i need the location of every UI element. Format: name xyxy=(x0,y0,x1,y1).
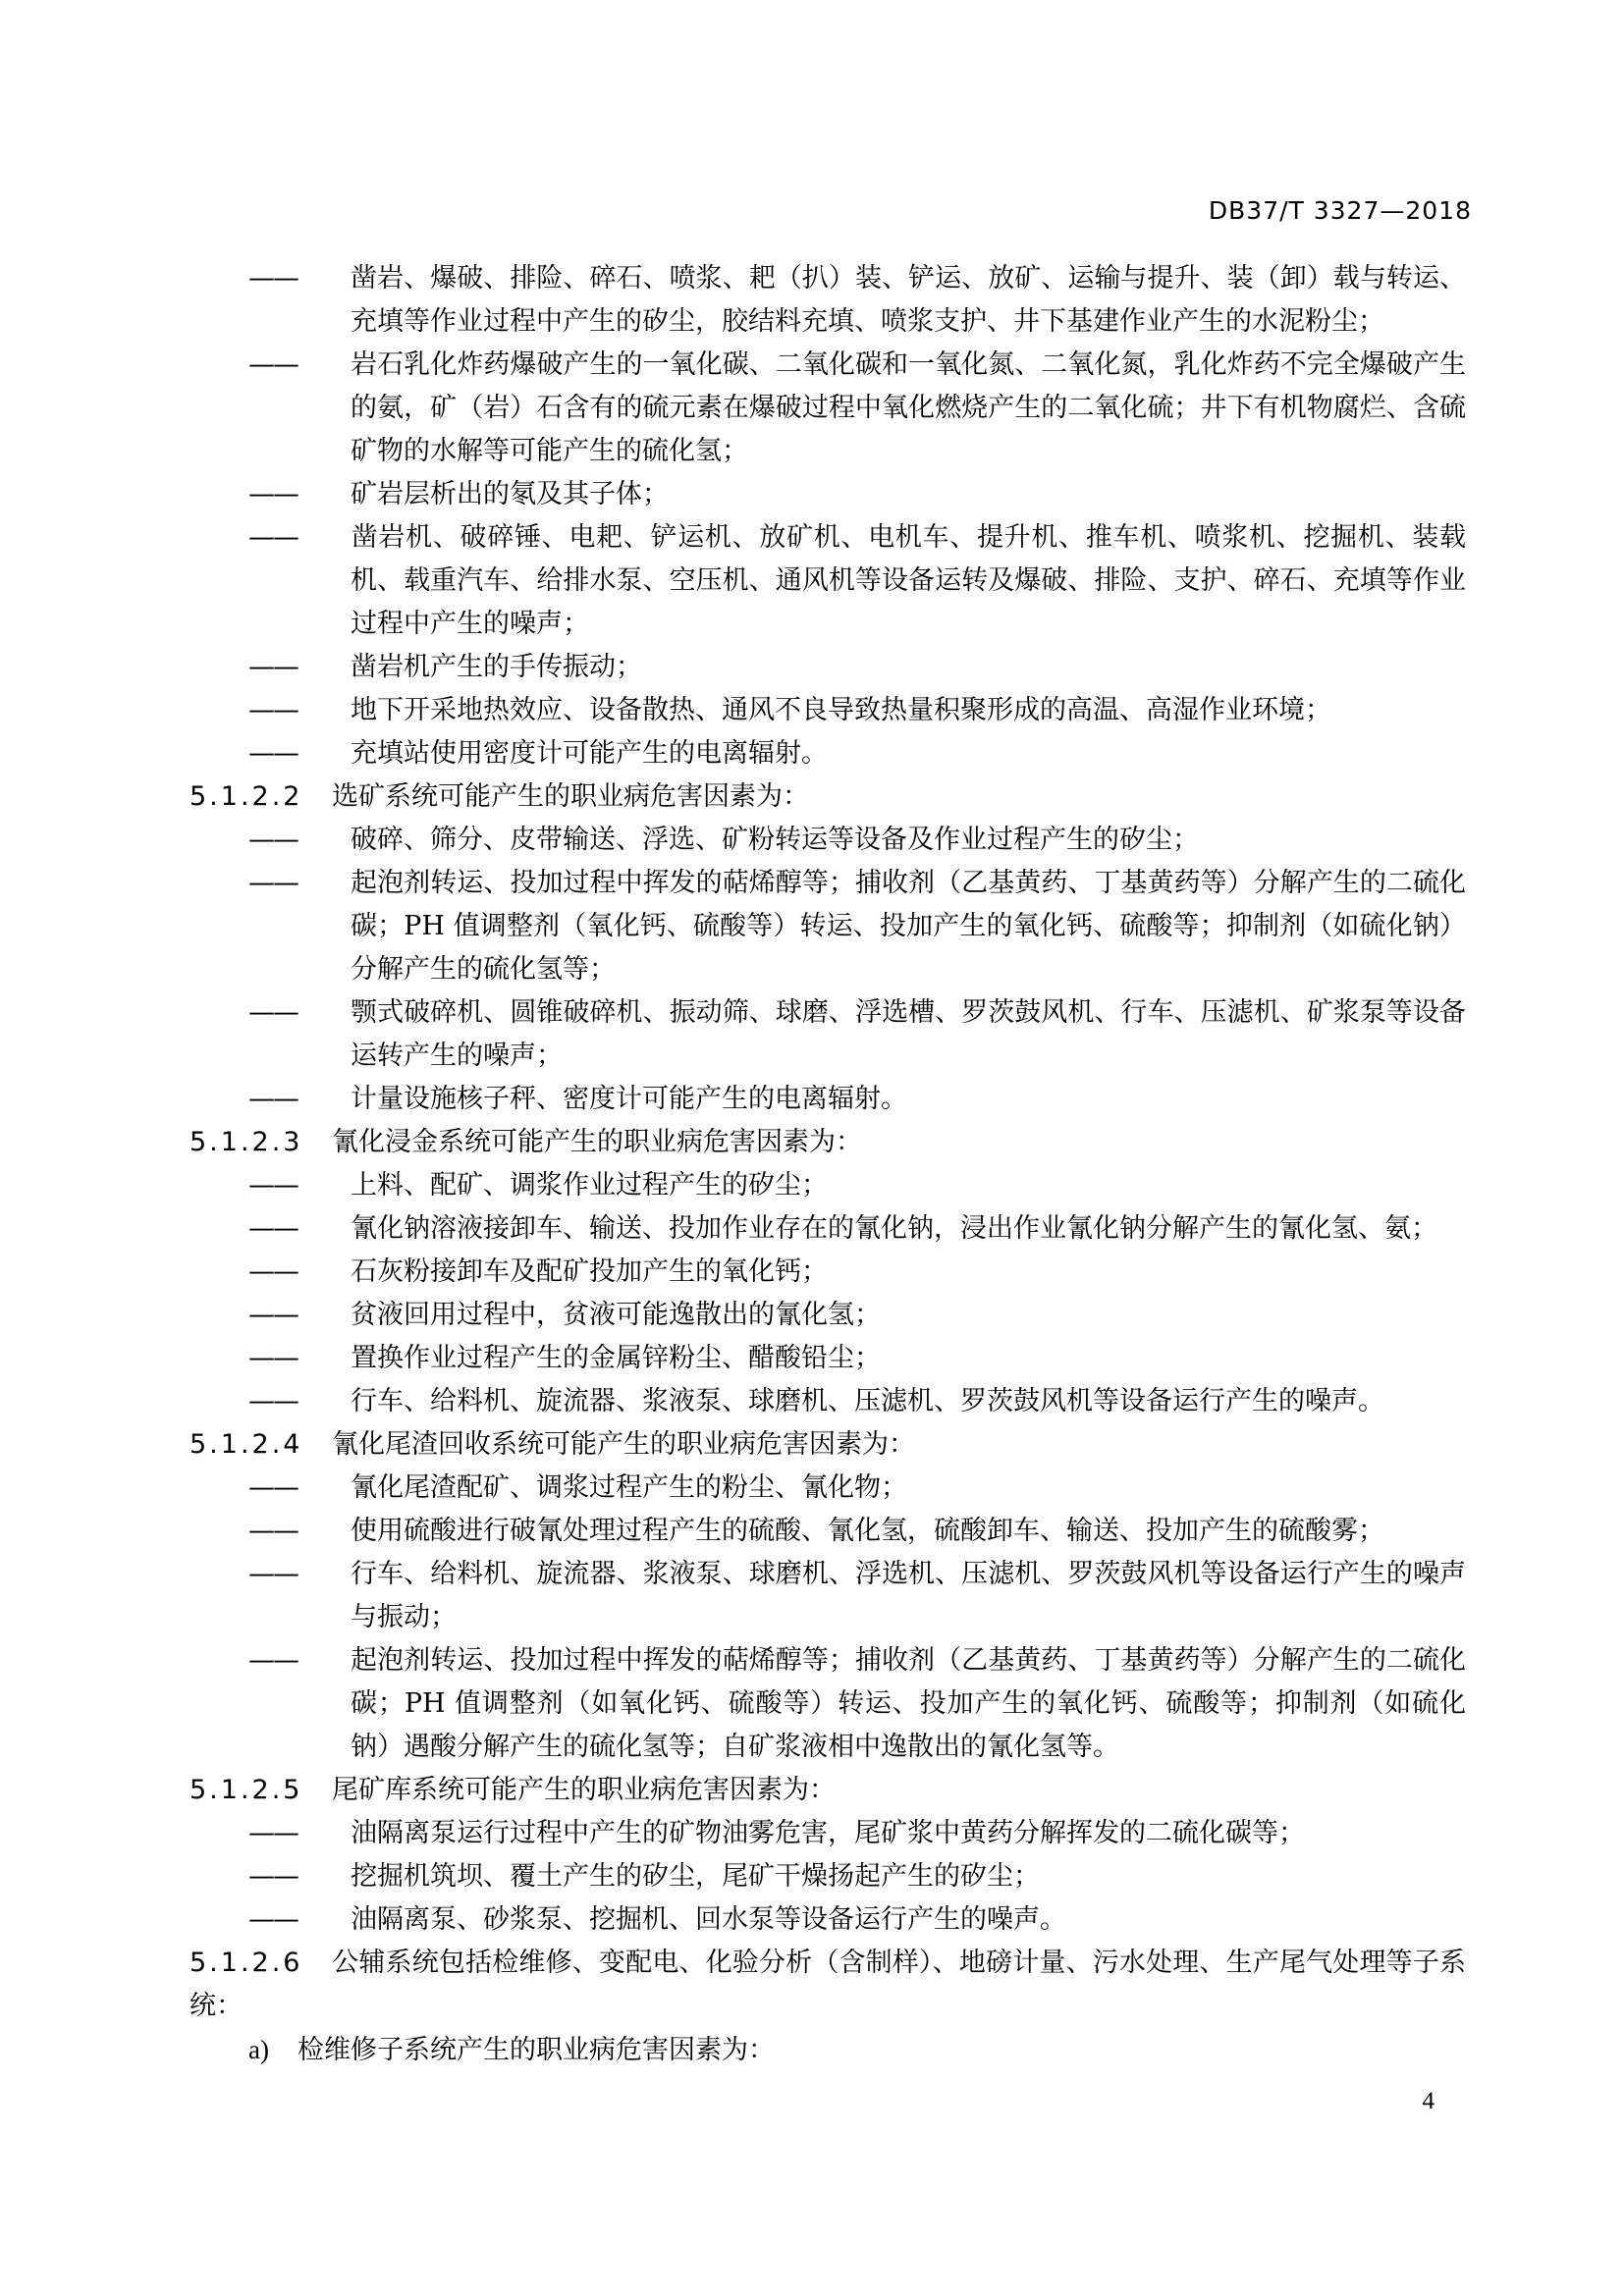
clause-number: 5.1.2.3 xyxy=(189,1127,303,1157)
list-item-text: 地下开采地热效应、设备散热、通风不良导致热量积聚形成的高温、高湿作业环境； xyxy=(351,695,1331,725)
dash-marker: —— xyxy=(248,479,298,509)
list-item-text: 贫液回用过程中，贫液可能逸散出的氰化氢； xyxy=(351,1300,881,1330)
clause-number: 5.1.2.2 xyxy=(189,781,303,812)
list-item-text: 使用硫酸进行破氰处理过程产生的硫酸、氰化氢，硫酸卸车、输送、投加产生的硫酸雾； xyxy=(351,1516,1384,1546)
clause-text: 选矿系统可能产生的职业病危害因素为： xyxy=(332,781,809,812)
dash-marker: —— xyxy=(248,738,298,769)
dash-marker: —— xyxy=(248,1084,298,1114)
clause-text: 氰化尾渣回收系统可能产生的职业病危害因素为： xyxy=(332,1429,915,1460)
list-item-text: 凿岩机、破碎锤、电耙、铲运机、放矿机、电机车、提升机、推车机、喷浆机、挖掘机、装载机、载重汽车、给排水泵、空压机、通风机等设备运转及爆破、排险、支护、碎石、充填等作业过程中产生的噪声； xyxy=(351,522,1466,639)
dash-marker: —— xyxy=(248,1386,298,1416)
list-item xyxy=(248,1553,1466,1639)
clause-text: 公辅系统包括检维修、变配电、化验分析（含制样）、地磅计量、污水处理、生产尾气处理等子系统： xyxy=(189,1948,1466,2021)
list-item-text: 上料、配矿、调浆作业过程产生的矽尘； xyxy=(351,1170,828,1201)
dash-marker: —— xyxy=(248,522,298,553)
list-item xyxy=(248,1337,1466,1380)
list-item xyxy=(248,1467,1466,1510)
dash-marker: —— xyxy=(248,868,298,898)
list-item-text: 起泡剂转运、投加过程中挥发的萜烯醇等；捕收剂（乙基黄药、丁基黄药等）分解产生的二硫化碳；PH 值调整剂（氧化钙、硫酸等）转运、投加产生的氧化钙、硫酸等；抑制剂（如硫化钠）分解产生的硫化氢等； xyxy=(351,868,1466,985)
list-item-text: 矿岩层析出的氡及其子体； xyxy=(351,479,669,509)
list-item xyxy=(248,1510,1466,1553)
list-item-text: 油隔离泵运行过程中产生的矿物油雾危害，尾矿浆中黄药分解挥发的二硫化碳等； xyxy=(351,1818,1305,1848)
list-item-text: 计量设施核子秤、密度计可能产生的电离辐射。 xyxy=(351,1084,907,1114)
list-item xyxy=(248,1294,1466,1337)
dash-marker: —— xyxy=(248,1256,298,1287)
list-item-text: 行车、给料机、旋流器、浆液泵、球磨机、浮选机、压滤机、罗茨鼓风机等设备运行产生的噪声与振动； xyxy=(351,1559,1466,1632)
list-item xyxy=(248,1164,1466,1207)
dash-marker: —— xyxy=(248,1472,298,1503)
clause-number: 5.1.2.4 xyxy=(189,1429,303,1460)
list-item-text: 凿岩、爆破、排险、碎石、喷浆、耙（扒）装、铲运、放矿、运输与提升、装（卸）载与转运、充填等作业过程中产生的矽尘，胶结料充填、喷浆支护、井下基建作业产生的水泥粉尘； xyxy=(351,263,1466,337)
list-item xyxy=(248,689,1466,732)
list-item xyxy=(248,991,1466,1078)
clause-heading xyxy=(189,1769,1466,1812)
list-item xyxy=(248,473,1466,516)
list-item xyxy=(248,516,1466,646)
list-item-text: 凿岩机产生的手传振动； xyxy=(351,652,642,682)
dash-marker: —— xyxy=(248,652,298,682)
clause-number: 5.1.2.6 xyxy=(189,1948,303,1978)
list-item-text: 颚式破碎机、圆锥破碎机、振动筛、球磨、浮选槽、罗茨鼓风机、行车、压滤机、矿浆泵等设备运转产生的噪声； xyxy=(351,997,1466,1071)
page-number: 4 xyxy=(1422,2088,1435,2114)
list-item xyxy=(248,1812,1466,1855)
list-item xyxy=(248,1898,1466,1942)
list-item-text: 岩石乳化炸药爆破产生的一氧化碳、二氧化碳和一氧化氮、二氧化氮，乳化炸药不完全爆破产生的氨，矿（岩）石含有的硫元素在爆破过程中氧化燃烧产生的二氧化硫；井下有机物腐烂、含硫矿物的水解等可能产生的硫化氢； xyxy=(351,349,1466,466)
dash-marker: —— xyxy=(248,825,298,855)
dash-marker: —— xyxy=(248,1645,298,1676)
list-item-text: 置换作业过程产生的金属锌粉尘、醋酸铅尘； xyxy=(351,1343,881,1373)
list-item xyxy=(248,732,1466,775)
dash-marker: —— xyxy=(248,1818,298,1848)
list-item-text: 油隔离泵、砂浆泵、挖掘机、回水泵等设备运行产生的噪声。 xyxy=(351,1904,1066,1935)
clause-heading xyxy=(189,775,1466,819)
list-item-text: 氰化尾渣配矿、调浆过程产生的粉尘、氰化物； xyxy=(351,1472,907,1503)
dash-marker: —— xyxy=(248,349,298,380)
dash-marker: —— xyxy=(248,1213,298,1244)
clause-text: 尾矿库系统可能产生的职业病危害因素为： xyxy=(332,1775,836,1805)
clause-heading xyxy=(189,1423,1466,1467)
standard-code: DB37/T 3327—2018 xyxy=(1208,196,1472,225)
sub-item-text: 检维修子系统产生的职业病危害因素为： xyxy=(298,2035,775,2065)
list-item-text: 起泡剂转运、投加过程中挥发的萜烯醇等；捕收剂（乙基黄药、丁基黄药等）分解产生的二硫化碳；PH 值调整剂（如氧化钙、硫酸等）转运、投加产生的氧化钙、硫酸等；抑制剂（如硫化钠）遇酸分解产生的硫化氢等；自矿浆液相中逸散出的氰化氢等。 xyxy=(351,1645,1466,1762)
list-item xyxy=(248,1078,1466,1121)
list-item xyxy=(248,257,1466,344)
list-item xyxy=(248,646,1466,689)
list-item xyxy=(248,1380,1466,1423)
list-item xyxy=(248,1639,1466,1769)
list-item-text: 行车、给料机、旋流器、浆液泵、球磨机、压滤机、罗茨鼓风机等设备运行产生的噪声。 xyxy=(351,1386,1384,1416)
dash-marker: —— xyxy=(248,695,298,725)
dash-marker: —— xyxy=(248,1904,298,1935)
sub-item-letter: a) xyxy=(248,2035,269,2064)
list-item xyxy=(248,344,1466,473)
list-item-text: 挖掘机筑坝、覆土产生的矽尘，尾矿干燥扬起产生的矽尘； xyxy=(351,1861,1040,1892)
sub-item xyxy=(248,2028,1466,2072)
document-body xyxy=(189,257,1466,2072)
list-item xyxy=(248,862,1466,991)
list-item xyxy=(248,1855,1466,1898)
dash-marker: —— xyxy=(248,1516,298,1546)
list-item xyxy=(248,1251,1466,1294)
dash-marker: —— xyxy=(248,263,298,294)
clause-heading xyxy=(189,1121,1466,1164)
dash-marker: —— xyxy=(248,1559,298,1589)
dash-marker: —— xyxy=(248,1170,298,1201)
dash-marker: —— xyxy=(248,1343,298,1373)
list-item-text: 氰化钠溶液接卸车、输送、投加作业存在的氰化钠，浸出作业氰化钠分解产生的氰化氢、氨； xyxy=(351,1213,1437,1244)
dash-marker: —— xyxy=(248,1861,298,1892)
clause-number: 5.1.2.5 xyxy=(189,1775,303,1805)
list-item xyxy=(248,819,1466,862)
clause-heading xyxy=(189,1942,1466,2028)
list-item xyxy=(248,1207,1466,1251)
list-item-text: 石灰粉接卸车及配矿投加产生的氧化钙； xyxy=(351,1256,828,1287)
dash-marker: —— xyxy=(248,1300,298,1330)
dash-marker: —— xyxy=(248,997,298,1028)
list-item-text: 破碎、筛分、皮带输送、浮选、矿粉转运等设备及作业过程产生的矽尘； xyxy=(351,825,1199,855)
clause-text: 氰化浸金系统可能产生的职业病危害因素为： xyxy=(332,1127,862,1157)
list-item-text: 充填站使用密度计可能产生的电离辐射。 xyxy=(351,738,828,769)
